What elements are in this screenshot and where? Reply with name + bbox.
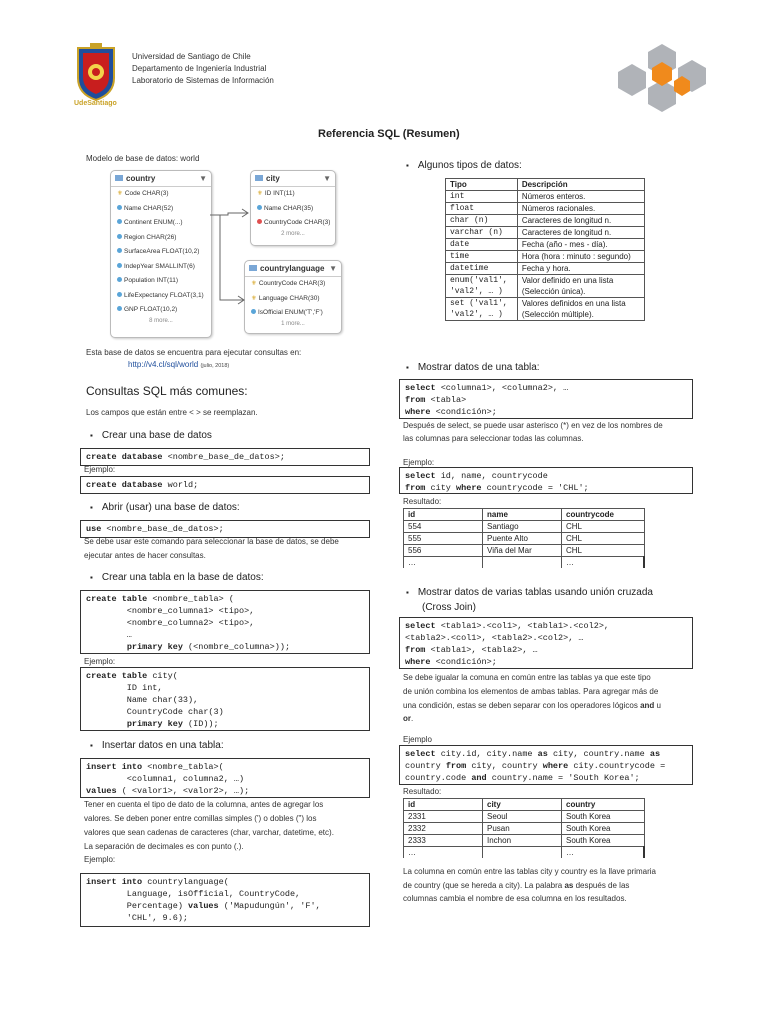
join-note-4: or. [403, 714, 414, 723]
insert-note-5: Ejemplo: [84, 855, 116, 864]
resultado-label-1: Resultado: [403, 497, 442, 506]
code-create-table: create table <nombre_tabla> ( <nombre_columna1> <tipo>, <nombre_columna2> <tipo>, … primary key (<nombre_columna>)); [80, 590, 370, 654]
insert-note-2: valores. Se deben poner entre comillas simples (') o dobles (") los [84, 814, 317, 823]
world-db-link[interactable]: http://v4.cl/sql/world (julio, 2018) [128, 360, 230, 369]
final-note-3: columnas cambia el nombre de esa columna en los resultados. [403, 894, 627, 903]
table-row: 556 Viña del Mar CHL [404, 545, 645, 557]
table-row: 2331 Seoul South Korea [404, 811, 645, 823]
logo-text: UdeSantiago [74, 100, 117, 107]
code-create-table-example: create table city( ID int, Name char(33), CountryCode char(3) primary key (ID)); [80, 667, 370, 731]
code-create-db: create database <nombre_base_de_datos>; [80, 448, 370, 466]
lab-hexagon-logo [614, 42, 710, 112]
code-insert: insert into <nombre_tabla>( <columna1, columna2, …) values ( <valor1>, <valor2>, …); [80, 758, 370, 798]
er-table-city: city ▼ ⚜ ID INT(11) Name CHAR(35) CountryCode CHAR(3) 2 more... [250, 170, 336, 246]
join-note-1: Se debe igualar la comuna en común entre las tablas ya que este tipo [403, 673, 651, 682]
section-create-table: ▪ Crear una tabla en la base de datos: [90, 572, 264, 583]
header-department: Departamento de Ingeniería Industrial [132, 64, 267, 73]
final-note-1: La columna en común entre las tablas city y country es la llave primaria [403, 867, 657, 876]
header-laboratory: Laboratorio de Sistemas de Información [132, 76, 274, 85]
insert-note-3: valores que sean cadenas de caracteres (char, varchar, datetime, etc). [84, 828, 334, 837]
use-db-note-1: Se debe usar este comando para seleccionar la base de datos, se debe [84, 537, 339, 546]
code-insert-example: insert into countrylanguage( Language, isOfficial, CountryCode, Percentage) values ('Mapudungún', 'F', 'CHL', 9.6); [80, 873, 370, 927]
er-table-country: country ▼ ⚜ Code CHAR(3) Name CHAR(52) Continent ENUM(...) Region CHAR(26) SurfaceArea FLOAT(10,2) IndepYear SMALLINT(6) Population INT(11) LifeExpectancy FLOAT(3,1) GNP FLOAT(10,2) 8 more... [110, 170, 212, 338]
types-col-desc: Descripción [517, 179, 644, 191]
model-heading: Modelo de base de datos: world [86, 154, 200, 163]
table-row: 2332 Pusan South Korea [404, 823, 645, 835]
final-note-2: de country (que se hereda a city). La palabra as después de las [403, 881, 630, 890]
ejemplo-label-3: Ejemplo: [403, 458, 435, 467]
show-data-heading: ▪ Mostrar datos de una tabla: [406, 362, 540, 373]
table-row: … … [404, 847, 645, 859]
select-note-1: Después de select, se puede usar asterisco (*) en vez de los nombres de [403, 421, 663, 430]
result-table-join: id city country 2331 Seoul South Korea 2332 Pusan South Korea 2333 Inchon South Korea … … [403, 798, 645, 858]
code-create-db-example: create database world; [80, 476, 370, 494]
ejemplo-label-4: Ejemplo [403, 735, 432, 744]
model-note: Esta base de datos se encuentra para ejecutar consultas en: [86, 348, 302, 357]
code-select: select <columna1>, <columna2>, … from <tabla> where <condición>; [399, 379, 693, 419]
er-table-countrylanguage: countrylanguage ▼ ⚜ CountryCode CHAR(3) ⚜ Language CHAR(30) IsOfficial ENUM('T','F') 1 more... [244, 260, 342, 334]
code-select-example: select id, name, countrycode from city where countrycode = 'CHL'; [399, 467, 693, 494]
join-heading: ▪ Mostrar datos de varias tablas usando unión cruzada (Cross Join) [406, 585, 653, 615]
code-join: select <tabla1>.<col1>, <tabla1>.<col2>, <tabla2>.<col1>, <tabla2>.<col2>, … from <tabla1>, <tabla2>, … where <condición>; [399, 617, 693, 669]
types-col-tipo: Tipo [446, 179, 518, 191]
ejemplo-label-2: Ejemplo: [84, 657, 116, 666]
types-table: Tipo Descripción int Números enteros. float Números racionales. char (n) Caracteres de longitud n. varchar (n) Caracteres de longitud n. date Fecha (año - mes - día). time Hora (hora : minuto : segundo) datetime Fecha y hora. enum('val1', 'val2', … ) Valor definido en una lista (Selección única). set ('val1', 'val2', … ) Valores definidos en una lista (Selección múltiple). [445, 178, 645, 321]
code-join-example: select city.id, city.name as city, country.name as country from city, country where city.countrycode = country.code and country.name = 'South Korea'; [399, 745, 693, 785]
join-note-3: una condición, estas se deben separar con los operadores lógicos and u [403, 701, 661, 710]
er-relationship-lines [208, 195, 252, 305]
ejemplo-label-1: Ejemplo: [84, 465, 116, 474]
use-db-note-2: ejecutar antes de hacer consultas. [84, 551, 206, 560]
result-table-city: id name countrycode 554 Santiago CHL 555 Puente Alto CHL 556 Viña del Mar CHL … … [403, 508, 645, 568]
page-title: Referencia SQL (Resumen) [318, 128, 460, 140]
section-create-db: ▪ Crear una base de datos [90, 430, 212, 441]
section-use-db: ▪ Abrir (usar) una base de datos: [90, 502, 240, 513]
header-university: Universidad de Santiago de Chile [132, 52, 251, 61]
insert-note-1: Tener en cuenta el tipo de dato de la columna, antes de agregar los [84, 800, 324, 809]
resultado-label-2: Resultado: [403, 787, 442, 796]
common-queries-heading: Consultas SQL más comunes: [86, 384, 248, 398]
insert-note-4: La separación de decimales es con punto (.). [84, 842, 244, 851]
replace-note: Los campos que están entre < > se reemplazan. [86, 408, 258, 417]
table-row: 555 Puente Alto CHL [404, 533, 645, 545]
join-note-2: de unión combina los elementos de ambas tablas. Para agregar más de [403, 687, 659, 696]
table-row: 2333 Inchon South Korea [404, 835, 645, 847]
table-row: … … [404, 557, 645, 569]
types-heading: ▪ Algunos tipos de datos: [406, 160, 522, 171]
select-note-2: las columnas para seleccionar todas las columnas. [403, 434, 584, 443]
table-row: 554 Santiago CHL [404, 521, 645, 533]
code-use-db: use <nombre_base_de_datos>; [80, 520, 370, 538]
section-insert: ▪ Insertar datos en una tabla: [90, 740, 224, 751]
